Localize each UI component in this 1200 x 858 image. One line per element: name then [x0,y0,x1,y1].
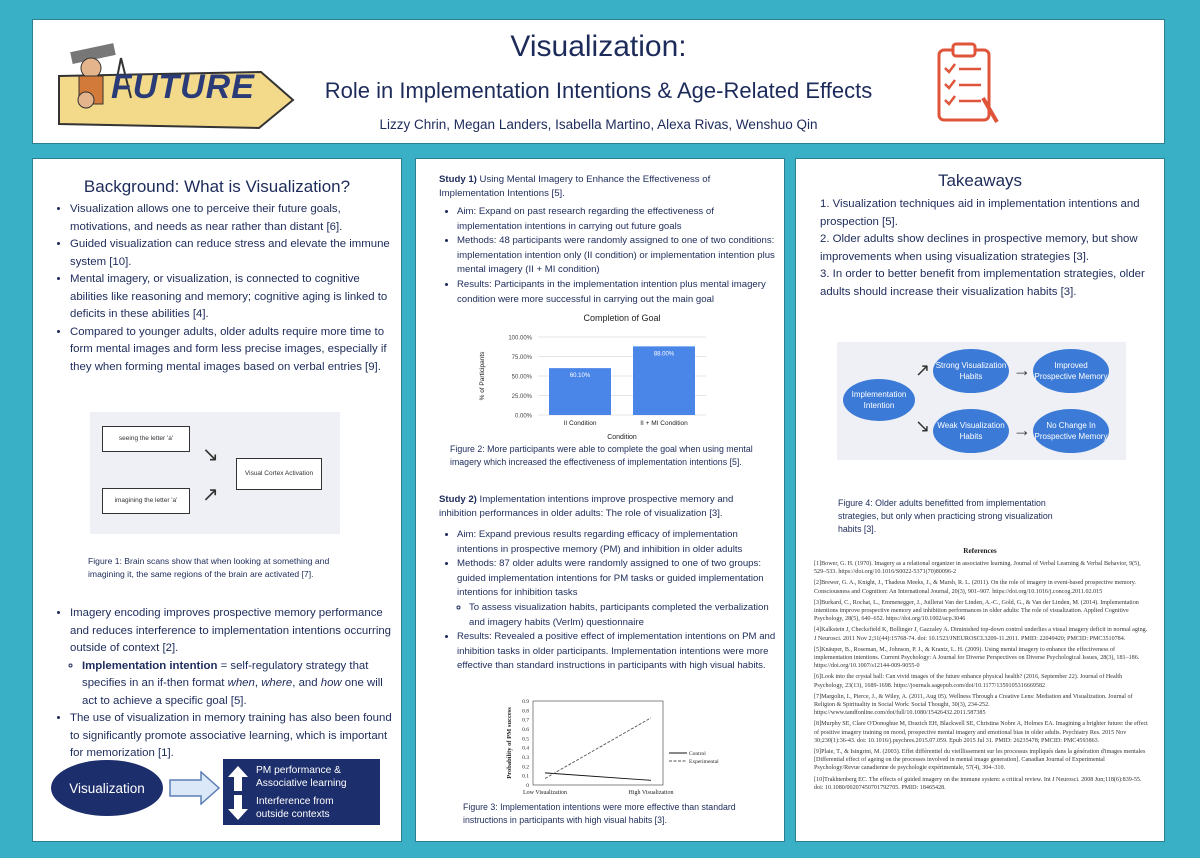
x-tick-label: II Condition [563,420,597,427]
y-tick-label: 0.4 [522,745,529,752]
study-2-title [439,493,761,521]
list-item: • Methods: 87 older adults were randomly assigned to one of two groups: guided implementation intentions for PM tasks or guided implementation intentions for inhibition tasks [457,557,779,601]
figure-3-caption: Figure 3: Implementation intentions were more effective than standard instructions in participants with high visual habits [3]. [463,802,736,825]
list-item: • Results: Revealed a positive effect of implementation intentions on PM and inhibition tasks in older participants. Implementation intentions were more effective than standard instructions in participants with high visual habits. [457,630,779,674]
text-span: = self-regulatory strategy that specifies in an if-then format [82,659,369,689]
text-span: Using Mental Imagery to Enhance the Effectiveness of Implementation Intentions [5]. [439,174,711,199]
arrow-up-right-icon: ↗ [915,360,931,380]
up-down-arrows-icon [227,765,249,821]
y-tick-label: 100.00% [508,335,532,342]
arrow-right-icon: → [1013,420,1031,440]
figure-4-caption: Figure 4: Older adults benefitted from implementation strategies, but only when practicing strong visualization habits [3]. [838,498,1053,534]
list-item: • Visualization allows one to perceive their future goals, motivations, and needs as near rather than distant [6]. [70,201,400,236]
legend-label: Experimental [689,759,719,765]
weak-visualization-node: Weak Visualization Habits [933,409,1009,453]
y-tick-label: 0.2 [522,764,529,771]
reference-item: [3]Burkard, C., Rochat, L., Emmenegger, J., Juillerat Van der Linden, A.-C., Gold, G., & Van der Linden, M. (2014). Implementation intentions improve prospective memory and inhibition performances in older adults: The role of visualization. Applied Cognitive Psychology, 28(5), 640–652. https://doi.org/10.1002/acp.3046 [814,599,1139,623]
background-bullets [52,201,400,376]
visual-cortex-box: Visual Cortex Activation [236,458,322,490]
text-span: Associative learning [256,778,347,789]
studies-panel [415,158,785,842]
y-tick-label: 0.6 [522,727,529,733]
interference-label [256,795,334,821]
figure-2-caption: Figure 2: More participants were able to complete the goal when using mental imagery which increased the effectiveness of implementation intentions [5]. [450,444,753,467]
list-item: • Mental imagery, or visualization, is connected to cognitive abilities like reasoning and memory; cognitive aging is linked to deficits in these abilities [4]. [70,271,400,324]
reference-item: [10]Trakhtenberg EC. The effects of guided imagery on the immune system: a critical review. Int J Neurosci. 2008 Jun;118(6):839-55. doi: 10.1080/00207450701792705. PMID: 18465428. [814,776,1142,791]
list-item-sub [82,658,400,711]
arrow-down-right-icon: ↘ [915,416,931,436]
poster-subtitle: Role in Implementation Intentions & Age-Related Effects [324,78,873,103]
y-tick-label: 75.00% [511,355,532,361]
reference-item: [1]Bower, G. H. (1970). Imagery as a relational organizer in associative learning. Journal of Verbal Learning & Verbal Behavior, 9(5), 529–533. https://doi.org/10.1016/S0022-5371(70)80096-2 [814,561,1141,576]
figure-1-caption: Figure 1: Brain scans show that when looking at something and imagining it, the same regions of the brain are activated [7]. [88,556,330,579]
text-span: Interference from [256,796,334,807]
reference-item: [4]Kalkstein J, Checksfield K, Bollinger J, Gazzaley A. Diminished top-down control underlies a visual imagery deficit in normal aging. J Neurosci. 2011 Nov 2;31(44):15768-74. doi: 10.1523/JNEUROSCI.3209-11.2011. PMID: 22049420; PMCID: PMC3510784. [814,627,1148,642]
takeaways-panel [795,158,1165,842]
series-line [545,718,651,779]
y-tick-label: 0.3 [522,755,529,761]
text-span: Study 1) [439,174,477,185]
text-span: outside contexts [256,809,330,820]
y-axis-label: Probability of PM success [506,707,513,779]
y-tick-label: 0.00% [514,413,532,420]
y-tick-label: 0.1 [522,773,529,780]
imagining-box: imagining the letter 'a' [102,488,190,514]
text-span: one will act to achieve a specific goal [5]. [82,677,383,707]
takeaways-heading: Takeaways [937,171,1023,190]
completion-of-goal-chart [466,307,736,443]
figure-4-diagram [837,342,1126,460]
poster-authors: Lizzy Chrin, Megan Landers, Isabella Martino, Alexa Rivas, Wenshuo Qin [379,117,818,132]
reference-item: [9]Plaie, T., & Isingrini, M. (2003). Effet différentiel du vieillissement sur les processus impliqués dans la génération d'images mentales [Differential effect of ageing on the processes involved in mental image generation]. Canadian Journal of Experimental Psychology/Revue canadienne de psychologie expérimentale, 57(4), 304–310. [814,749,1146,772]
y-tick-label: 25.00% [511,394,532,400]
figure-1-diagram [90,412,340,534]
arrow-right-icon: → [1013,360,1031,380]
x-axis-label: Condition [607,434,637,441]
y-axis-label: % of Participants [479,351,486,401]
references-list [814,560,1151,795]
implementation-intention-node: Implementation Intention [843,379,915,421]
background-panel [32,158,402,842]
effects-box [223,759,380,825]
x-tick-label: Low Visualization [522,790,568,796]
future-sign-text: FUTURE [111,68,255,106]
x-tick-label: High Visualization [628,790,674,796]
list-item: • The use of visualization in memory training has also been found to significantly promote associative learning, which is important for memorization [1]. [70,710,400,763]
clipboard-checklist-icon [925,38,1003,130]
reference-item: [8]Murphy SE, Clare O'Donoghue M, Drazich EH, Blackwell SE, Christina Nobre A, Holmes EA. Imagining a brighter future: the effect of positive imagery training on mood, prospective mental imagery and emotional bias in older adults. Psychiatry Res. 2015 Nov 30;230(1):36-43. doi: 10.1016/j.psychres.2015.07.059. Epub 2015 Jul 31. PMID: 26235478; PMCID: PMC4593863. [814,721,1148,744]
strong-visualization-node: Strong Visualization Habits [933,349,1009,393]
arrow-down-right-icon: ↘ [202,444,219,466]
list-item: 3. In order to better benefit from implementation strategies, older adults should increase their visualization habits [3]. [820,268,1145,298]
background-heading: Background: What is Visualization? [83,177,351,196]
list-item: • Aim: Expand on past research regarding the effectiveness of implementation intentions in carrying out future goals [457,205,779,234]
list-item: 1. Visualization techniques aid in implementation intentions and prospection [5]. [820,198,1140,228]
poster-header [32,19,1165,144]
list-item: • Guided visualization can reduce stress and elevate the immune system [10]. [70,236,400,271]
y-tick-label: 0 [526,783,529,789]
visualization-oval: Visualization [51,760,163,816]
data-label: 88.00% [653,351,675,358]
legend-label: Control [689,751,706,757]
text-span: , [254,677,262,689]
text-span: where [261,677,293,689]
list-item: • Methods: 48 participants were randomly assigned to one of two conditions: implementation intention only (II condition) or implementation intention plus mental imagery (II + MI condition) [457,234,779,278]
list-item: • Compared to younger adults, older adults require more time to form mental images and form less precise images, especially if they when forming mental images based on verbal entries [9]. [70,324,400,377]
background-bullets-2 [52,605,400,763]
list-item: • Results: Participants in the implementation intention plus mental imagery condition were more successful in carrying out the main goal [457,278,779,307]
y-tick-label: 0.9 [522,699,529,705]
study-1-title [439,173,759,201]
study-1-bullets [439,205,779,307]
improved-pm-node: Improved Prospective Memory [1033,349,1109,393]
poster-title: Visualization: [510,30,687,63]
text-span: , and [292,677,321,689]
y-tick-label: 0.7 [522,717,529,724]
study-2-bullets [439,528,779,674]
list-item-sub: ◦ To assess visualization habits, participants completed the verbalization and imagery habits (Verlm) questionnaire [469,601,779,630]
text-span: PM performance & [256,765,341,776]
list-item: • Aim: Expand previous results regarding efficacy of implementation intentions in prospective memory (PM) and inhibition in older adults [457,528,779,557]
y-tick-label: 0.8 [522,708,529,715]
pm-success-chart [483,693,733,801]
list-item: 2. Older adults show declines in prospective memory, but show improvements when using visualization strategies [3]. [820,233,1138,263]
reference-item: [5]Knäuper, B., Roseman, M., Johnson, P. J., & Krantz, L. H. (2009). Using mental imagery to enhance the effectiveness of implementation intentions. Current Psychology: A Journal for Diverse Perspectives on Diverse Psychological Issues, 28(3), 181–186. https://doi.org/10.1007/s12144-009-9055-0 [814,646,1140,670]
x-tick-label: II + MI Condition [640,420,688,427]
list-item: • Imagery encoding improves prospective memory performance and reduces interference to implementation intentions occurring outside of context [2]. [70,605,400,658]
seeing-box: seeing the letter 'a' [102,426,190,452]
text-span: when [227,677,255,689]
y-tick-label: 50.00% [511,374,532,381]
pm-performance-label [256,764,347,790]
data-label: 60.10% [569,373,591,380]
text-span: Implementation intentions improve prospective memory and inhibition performances in older adults: The role of visualization [3]. [439,494,734,519]
chart-title: Completion of Goal [583,313,661,323]
y-tick-label: 0.5 [522,736,529,743]
implementation-intention-term: Implementation intention [82,659,218,672]
text-span: how [320,677,342,689]
arrow-right-icon [169,771,221,805]
takeaways-list [820,196,1150,301]
references-heading: References [963,547,997,555]
series-line [545,773,651,780]
no-change-pm-node: No Change In Prospective Memory [1033,409,1109,453]
plot-frame [533,701,663,785]
reference-item: [2]Brewer, G. A., Knight, J., Thadeus Meeks, J., & Marsh, R. L. (2011). On the role of imagery in event-based prospective memory. Consciousness and Cognition: An International Journal, 20(3), 901–907. https://doi.org/10.1016/j.concog.2011.02.015 [814,580,1136,595]
text-span: Study 2) [439,494,477,505]
arrow-up-right-icon: ↗ [202,484,219,506]
reference-item: [7]Margolin, I., Pierce, J., & Wiley, A. (2011, Aug 05). Wellness Through a Creative Lens: Mediation and Visualization. Journal of Religion & Spirituality in Social Work: Social Thought, 30(3), 234-252. https://www.tandfonline.com/doi/full/10.1080/15426432.2011.587385 [814,693,1133,717]
reference-item: [6]Look into the crystal ball: Can vivid images of the future enhance physical health? (2016, September 22). Journal of Health Psychology, 23(13), 1689-1698. https://journals.sagepub.com/doi/10.1177/1359105316669582 [814,674,1123,689]
